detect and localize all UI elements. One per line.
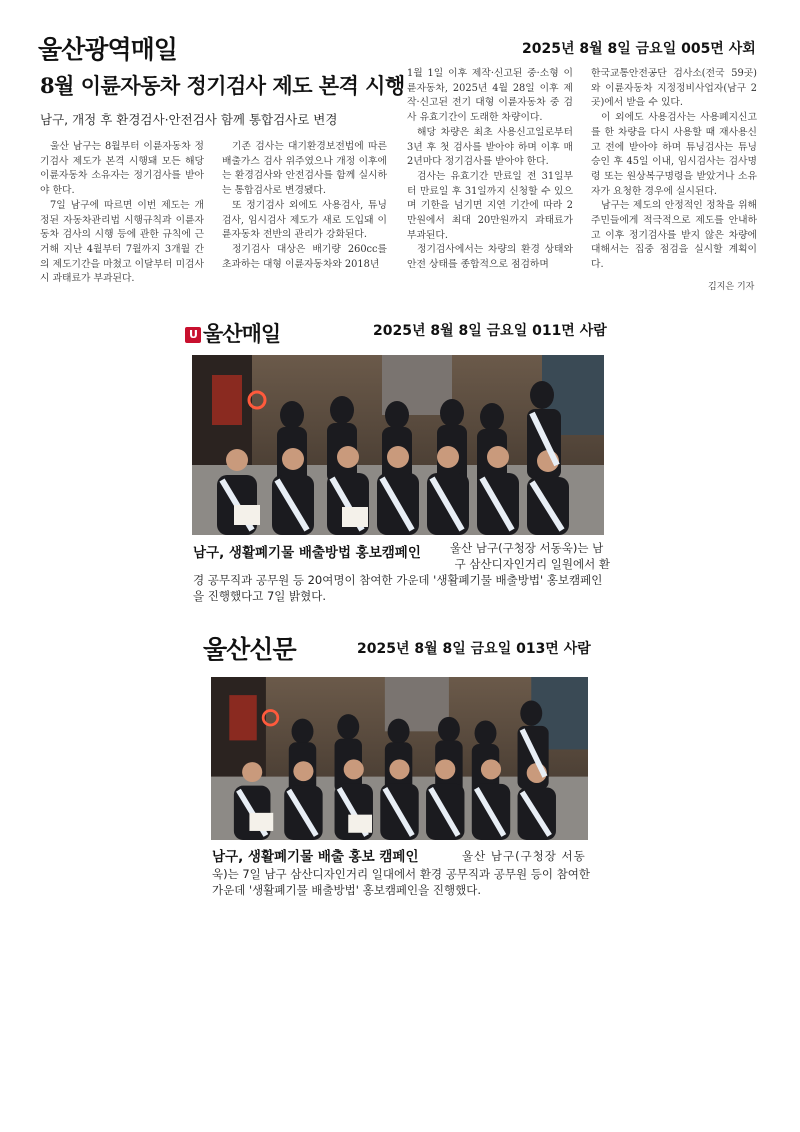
paragraph: 7일 남구에 따르면 이번 제도는 개정된 자동차관리법 시행규칙과 이륜자동차 검사의 시행 등에 관한 규칙에 근거해 지난 4월부터 7월까지 3개월 간의 제도기간을 마쳤고 이달부터 미검사 시 과태료가 부과된다. xyxy=(40,199,204,285)
paragraph: 검사는 유효기간 만료일 전 31일부터 만료일 후 31일까지 신청할 수 있으며 기한을 넘기면 지연 기간에 따라 2만원에서 최대 20만원까지 과태료가 부과된다. xyxy=(407,170,573,241)
paragraph: 정기검사 대상은 배기량 260cc를 초과하는 대형 이륜자동차와 2018년 xyxy=(222,243,387,270)
article-2-caption-lead xyxy=(450,540,610,572)
article-1-dateline: 2025년 8월 8일 금요일 005면 사회 xyxy=(522,41,756,57)
article-1-column-3 xyxy=(407,67,573,295)
article-1-column-4 xyxy=(591,67,757,285)
paragraph: 1월 1일 이후 제작·신고된 중·소형 이륜자동차, 2025년 4월 28일 이후 제작·신고된 전기 대형 이륜자동차 중 검사 유효기간이 도래한 차량이다. xyxy=(407,68,573,124)
article-1-column-1 xyxy=(40,140,204,300)
article-3-caption-title: 남구, 생활폐기물 배출 홍보 캠페인 xyxy=(212,849,419,865)
article-1-subhead: 남구, 개정 후 환경검사·안전검사 함께 통합검사로 변경 xyxy=(40,112,338,127)
caption-line: 울산 남구(구청장 서동욱)는 남 xyxy=(450,541,604,555)
ulsan-maeil-logo-icon: U xyxy=(185,327,201,343)
paragraph: 기존 검사는 대기환경보전법에 따른 배출가스 검사 위주였으나 개정 이후에는 환경검사와 안전검사를 함께 실시하는 통합검사로 변경됐다. xyxy=(222,141,387,197)
article-3-dateline: 2025년 8월 8일 금요일 013면 사람 xyxy=(357,641,591,657)
article-2-caption-title: 남구, 생활폐기물 배출방법 홍보캠페인 xyxy=(193,545,421,561)
article-2-caption-body: 경 공무직과 공무원 등 20여명이 참여한 가운데 '생활폐기물 배출방법' 홍보캠페인을 진행했다고 7일 밝혔다. xyxy=(193,573,603,603)
photo-image xyxy=(211,677,588,840)
masthead-ulsan-gwangyeok-maeil: 울산광역매일 xyxy=(38,35,177,64)
article-3-caption-lead: 울산 남구(구청장 서동 xyxy=(462,849,586,863)
paragraph: 이 외에도 사용검사는 사용폐지신고를 한 차량을 다시 사용할 때 재사용신고 전에 받아야 하며 튜닝검사는 튜닝 승인 후 45일 이내, 임시검사는 검사명령 또는 원상복구명령을 받았거나 소유자가 요청한 경우에 실시된다. xyxy=(591,112,757,197)
article-1-headline: 8월 이륜자동차 정기검사 제도 본격 시행 xyxy=(40,73,405,98)
paragraph: 정기검사에서는 차량의 환경 상태와 안전 상태를 종합적으로 점검하며 xyxy=(407,244,573,271)
campaign-photo-1 xyxy=(192,355,604,535)
caption-line: 구 삼산디자인거리 일원에서 환 xyxy=(454,557,610,571)
article-3-caption-body: 욱)는 7일 남구 삼산디자인거리 일대에서 환경 공무직과 공무원 등이 참여한 가운데 '생활폐기물 배출방법' 홍보캠페인을 진행했다. xyxy=(212,867,590,897)
article-1-byline: 김지은 기자 xyxy=(708,282,755,292)
campaign-photo-2 xyxy=(211,677,588,840)
masthead-ulsan-sinmun: 울산신문 xyxy=(203,635,296,664)
masthead-ulsan-maeil xyxy=(185,318,280,348)
paragraph: 남구는 제도의 안정적인 정착을 위해 주민들에게 적극적으로 제도를 안내하고 이후 정기검사를 받지 않은 차량에 대해서는 집중 점검을 실시할 계획이다. xyxy=(591,200,757,271)
paragraph: 한국교통안전공단 검사소(전국 59곳)와 이륜자동차 지정정비사업자(남구 2곳)에서 받을 수 있다. xyxy=(591,68,757,109)
article-1-column-2 xyxy=(222,140,387,300)
photo-image xyxy=(192,355,604,535)
paragraph: 울산 남구는 8월부터 이륜자동차 정기검사 제도가 본격 시행돼 모든 해당 이륜자동차 소유자는 정기검사를 받아야 한다. xyxy=(40,141,204,197)
article-2-dateline: 2025년 8월 8일 금요일 011면 사람 xyxy=(373,323,607,339)
paragraph: 또 정기검사 외에도 사용검사, 튜닝검사, 임시검사 제도가 새로 도입돼 이륜자동차 전반의 관리가 강화된다. xyxy=(222,199,387,241)
masthead-text: 울산매일 xyxy=(203,322,281,346)
paragraph: 해당 차량은 최초 사용신고일로부터 3년 후 첫 검사를 받아야 하며 이후 매 2년마다 정기검사를 받아야 한다. xyxy=(407,126,573,168)
